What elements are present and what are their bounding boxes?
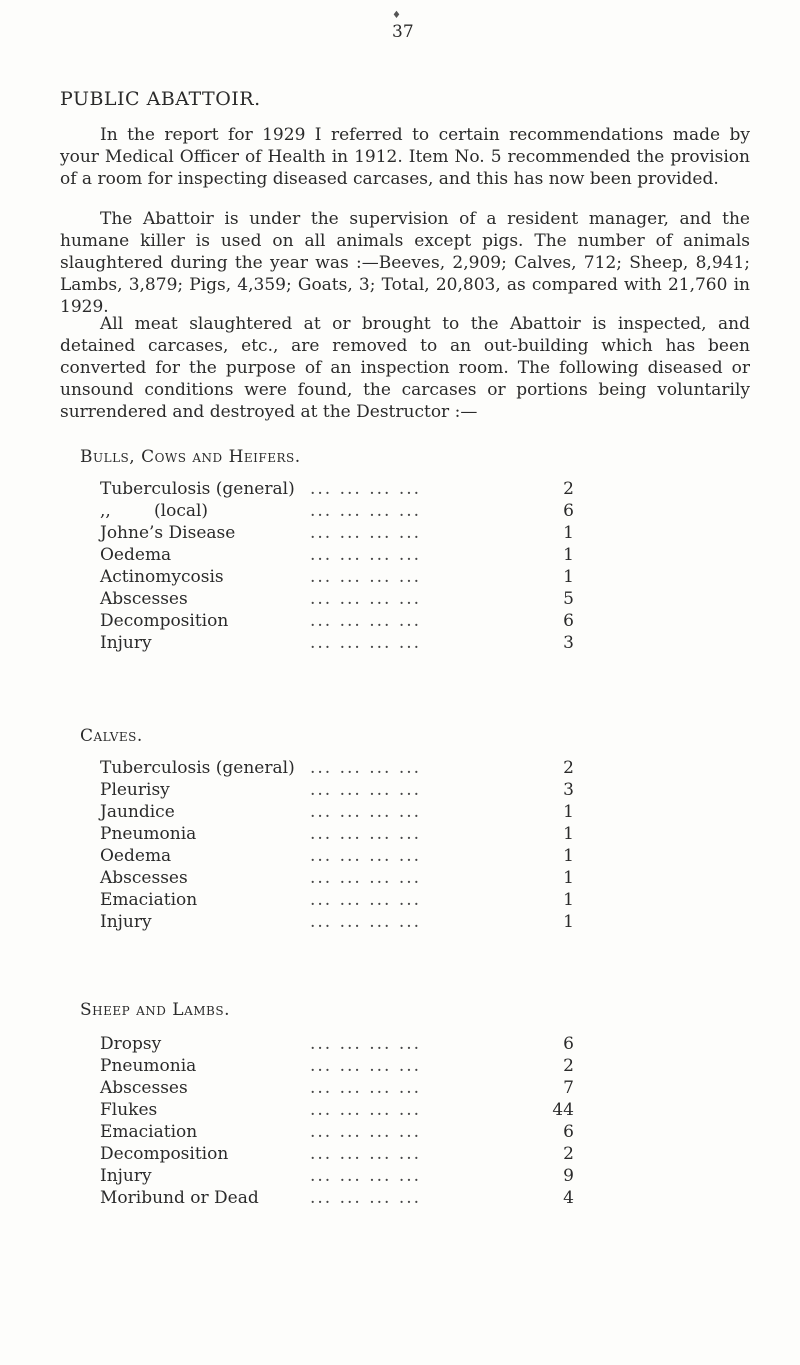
dot-leader: ... ... ... ... bbox=[310, 523, 422, 543]
condition-label: Pneumonia bbox=[100, 1056, 197, 1076]
condition-count: 2 bbox=[563, 479, 574, 499]
table-row bbox=[100, 823, 580, 845]
table-row bbox=[100, 522, 580, 544]
dot-leader: ... ... ... ... bbox=[310, 1144, 422, 1164]
table-row bbox=[100, 544, 580, 566]
dot-leader: ... ... ... ... bbox=[310, 1100, 422, 1120]
condition-count: 6 bbox=[563, 1034, 574, 1054]
condition-label: Tuberculosis (general) bbox=[100, 479, 295, 499]
condition-count: 1 bbox=[563, 846, 574, 866]
condition-label: Dropsy bbox=[100, 1034, 162, 1054]
table-calves bbox=[100, 757, 580, 933]
table-row bbox=[100, 1187, 580, 1209]
condition-label: Emaciation bbox=[100, 890, 198, 910]
table-row bbox=[100, 1143, 580, 1165]
condition-count: 1 bbox=[563, 802, 574, 822]
condition-label: Actinomycosis bbox=[100, 567, 224, 587]
dot-leader: ... ... ... ... bbox=[310, 780, 422, 800]
condition-label: Injury bbox=[100, 912, 152, 932]
condition-label: Decomposition bbox=[100, 611, 229, 631]
table-row bbox=[100, 500, 580, 522]
table-row bbox=[100, 478, 580, 500]
condition-label: Pneumonia bbox=[100, 824, 197, 844]
condition-label: Johne’s Disease bbox=[100, 523, 236, 543]
table-row bbox=[100, 779, 580, 801]
table-row bbox=[100, 1077, 580, 1099]
table-row bbox=[100, 757, 580, 779]
dot-leader: ... ... ... ... bbox=[310, 1166, 422, 1186]
dot-leader: ... ... ... ... bbox=[310, 611, 422, 631]
table-row bbox=[100, 632, 580, 654]
dot-leader: ... ... ... ... bbox=[310, 890, 422, 910]
section-heading: PUBLIC ABATTOIR. bbox=[60, 88, 261, 110]
table-cattle bbox=[100, 478, 580, 654]
dot-leader: ... ... ... ... bbox=[310, 912, 422, 932]
table-row bbox=[100, 801, 580, 823]
condition-count: 44 bbox=[552, 1100, 574, 1120]
condition-count: 6 bbox=[563, 501, 574, 521]
condition-label: Flukes bbox=[100, 1100, 158, 1120]
condition-label: Tuberculosis (general) bbox=[100, 758, 295, 778]
table-row bbox=[100, 1055, 580, 1077]
dot-leader: ... ... ... ... bbox=[310, 1078, 422, 1098]
condition-count: 2 bbox=[563, 758, 574, 778]
condition-count: 1 bbox=[563, 912, 574, 932]
dot-leader: ... ... ... ... bbox=[310, 545, 422, 565]
page-number: 37 bbox=[392, 22, 414, 42]
condition-label: Abscesses bbox=[100, 868, 188, 888]
table-row bbox=[100, 845, 580, 867]
table-sheep bbox=[100, 1033, 580, 1209]
dot-leader: ... ... ... ... bbox=[310, 802, 422, 822]
condition-count: 1 bbox=[563, 567, 574, 587]
condition-label: Injury bbox=[100, 1166, 152, 1186]
table-row bbox=[100, 867, 580, 889]
condition-label: Decomposition bbox=[100, 1144, 229, 1164]
condition-count: 3 bbox=[563, 633, 574, 653]
paragraph-slaughter-numbers: The Abattoir is under the supervision of a resident manager, and the humane killer is used on all animals except pigs. The number of animals slaughtered during the year was :—Beeves, 2,909; Calves, 712; Sheep, 8,941; Lambs, 3,879; Pigs, 4,359; Goats, 3; Total, 20,803, as compared with 21,760 in 1929. bbox=[60, 209, 750, 317]
dot-leader: ... ... ... ... bbox=[310, 501, 422, 521]
table-row bbox=[100, 1099, 580, 1121]
table-row bbox=[100, 1121, 580, 1143]
condition-count: 5 bbox=[563, 589, 574, 609]
condition-label: Pleurisy bbox=[100, 780, 170, 800]
condition-label: Jaundice bbox=[100, 802, 175, 822]
paragraph-recommendations: In the report for 1929 I referred to certain recommendations made by your Medical Officer of Health in 1912. Item No. 5 recommended the provision of a room for inspecting diseased carcases, and this has now been provided. bbox=[60, 125, 750, 189]
dot-leader: ... ... ... ... bbox=[310, 567, 422, 587]
dot-leader: ... ... ... ... bbox=[310, 1122, 422, 1142]
condition-label: Moribund or Dead bbox=[100, 1188, 259, 1208]
table-row bbox=[100, 588, 580, 610]
dot-leader: ... ... ... ... bbox=[310, 846, 422, 866]
condition-count: 6 bbox=[563, 611, 574, 631]
dot-leader: ... ... ... ... bbox=[310, 868, 422, 888]
condition-label: Abscesses bbox=[100, 1078, 188, 1098]
condition-count: 7 bbox=[563, 1078, 574, 1098]
dot-leader: ... ... ... ... bbox=[310, 1056, 422, 1076]
table-row bbox=[100, 911, 580, 933]
ornament-mark: ♦ bbox=[392, 10, 401, 21]
table-row bbox=[100, 889, 580, 911]
table-row bbox=[100, 610, 580, 632]
dot-leader: ... ... ... ... bbox=[310, 758, 422, 778]
table-row bbox=[100, 1165, 580, 1187]
table-row bbox=[100, 566, 580, 588]
condition-count: 6 bbox=[563, 1122, 574, 1142]
condition-count: 1 bbox=[563, 890, 574, 910]
condition-label: ,, (local) bbox=[100, 501, 209, 521]
condition-count: 2 bbox=[563, 1056, 574, 1076]
dot-leader: ... ... ... ... bbox=[310, 633, 422, 653]
condition-count: 1 bbox=[563, 523, 574, 543]
condition-count: 1 bbox=[563, 545, 574, 565]
condition-count: 4 bbox=[563, 1188, 574, 1208]
condition-label: Emaciation bbox=[100, 1122, 198, 1142]
dot-leader: ... ... ... ... bbox=[310, 824, 422, 844]
table-title-sheep: Sheep and Lambs. bbox=[80, 1000, 230, 1020]
condition-count: 9 bbox=[563, 1166, 574, 1186]
condition-count: 1 bbox=[563, 868, 574, 888]
dot-leader: ... ... ... ... bbox=[310, 1034, 422, 1054]
condition-label: Oedema bbox=[100, 545, 172, 565]
table-title-calves: Calves. bbox=[80, 726, 143, 746]
condition-count: 3 bbox=[563, 780, 574, 800]
condition-label: Injury bbox=[100, 633, 152, 653]
condition-count: 2 bbox=[563, 1144, 574, 1164]
condition-count: 1 bbox=[563, 824, 574, 844]
dot-leader: ... ... ... ... bbox=[310, 479, 422, 499]
condition-label: Oedema bbox=[100, 846, 172, 866]
dot-leader: ... ... ... ... bbox=[310, 1188, 422, 1208]
dot-leader: ... ... ... ... bbox=[310, 589, 422, 609]
table-title-cattle: Bulls, Cows and Heifers. bbox=[80, 447, 301, 467]
condition-label: Abscesses bbox=[100, 589, 188, 609]
paragraph-inspection: All meat slaughtered at or brought to the Abattoir is inspected, and detained carcases, etc., are removed to an out-building which has been converted for the purpose of an inspection room. The following diseased or unsound conditions were found, the carcases or portions being voluntarily surrendered and destroyed at the Destructor :— bbox=[60, 314, 750, 422]
table-row bbox=[100, 1033, 580, 1055]
